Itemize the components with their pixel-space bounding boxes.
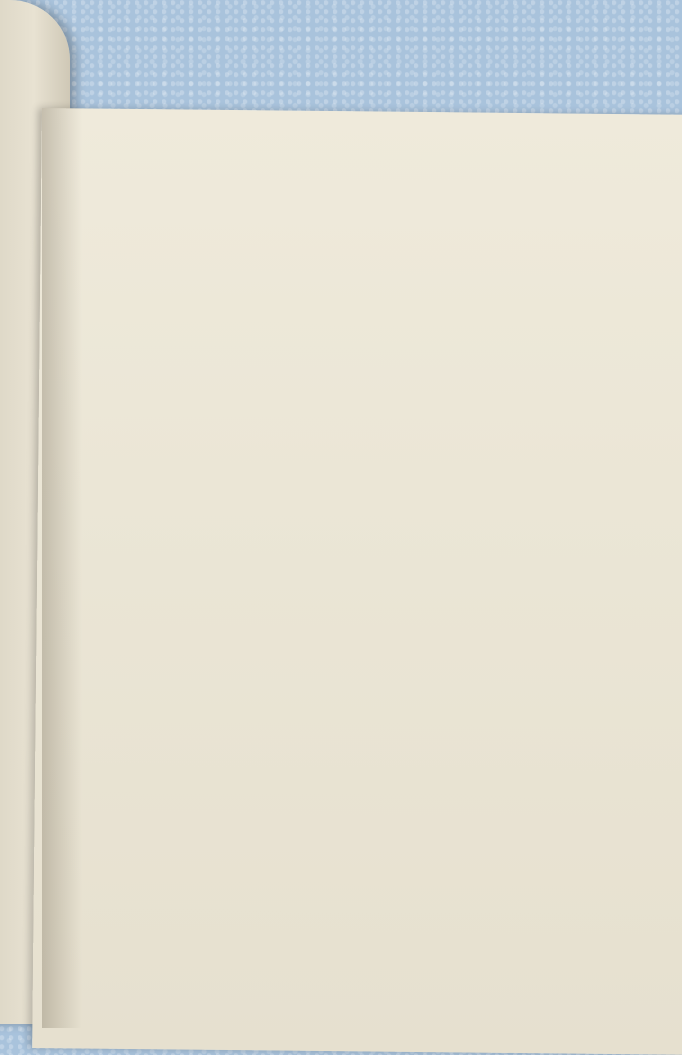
inline-wave-ornament bbox=[92, 526, 182, 536]
footer-wave-ornament bbox=[532, 866, 632, 876]
inline-wave-ornament bbox=[102, 549, 128, 559]
wave-diamond-ornament bbox=[95, 148, 505, 498]
body-text bbox=[72, 520, 510, 565]
inline-wave-ornament bbox=[72, 549, 98, 559]
